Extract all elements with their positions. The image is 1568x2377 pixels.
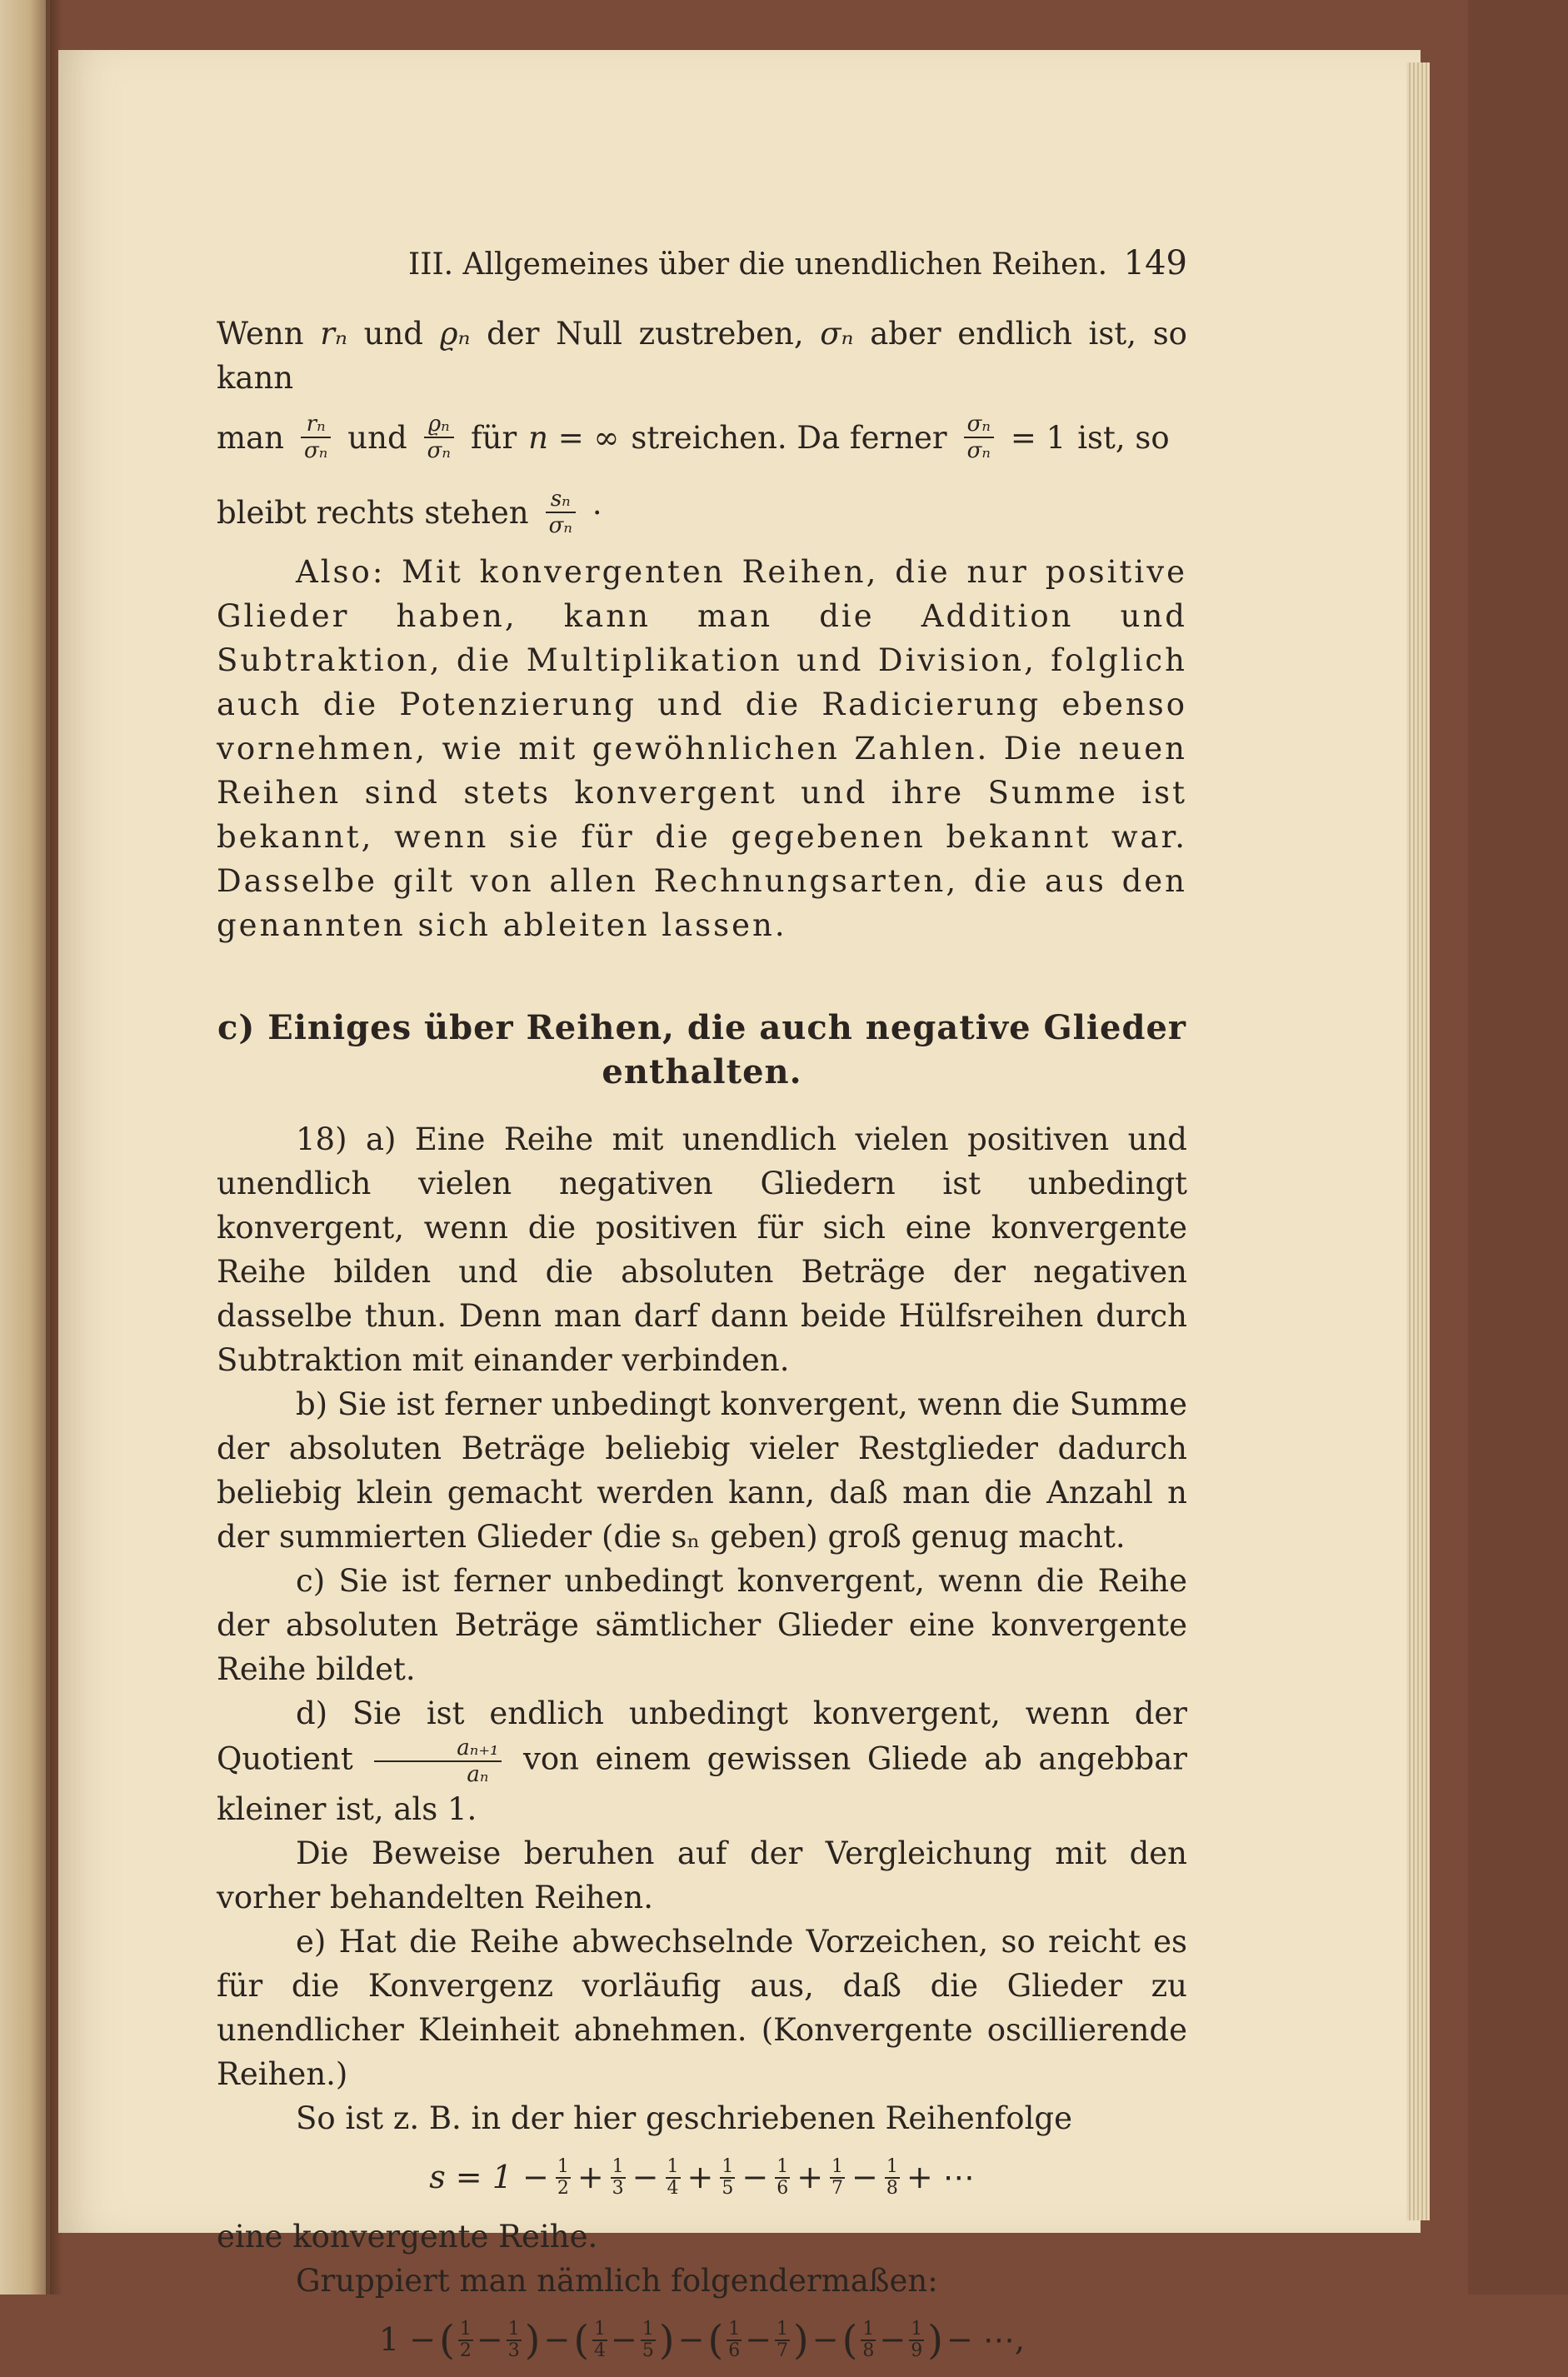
formula-series — [217, 2155, 1187, 2200]
text: der Null zustreben, — [487, 316, 804, 352]
formula-operator: − — [742, 2159, 769, 2195]
paragraph-beweise: Die Beweise beruhen auf der Vergleichung mit den vorher behandelten Reihen. — [217, 1835, 1187, 1915]
math-n-infinity: n = ∞ — [528, 419, 620, 456]
fraction-r-over-sigma: $\frac{\text{rₙ}}{\text{σₙ}}$ — [301, 412, 331, 463]
text: und — [363, 316, 423, 352]
formula-group-0: ( $\frac{1}{2}$ − $\frac{1}{3}$ ) — [439, 2316, 541, 2364]
formula-operator: + — [577, 2159, 604, 2195]
text: = 1 — [1010, 419, 1066, 456]
paragraph-18d — [217, 1691, 1187, 1831]
formula-grouped — [217, 2318, 1187, 2362]
text: und — [347, 419, 407, 456]
book-cover — [1468, 0, 1568, 2295]
para1-line3: bleibt rechts stehen $\frac{\text{sₙ}}{\text{σₙ}}$ · — [217, 487, 602, 538]
text: streichen. Da ferner — [631, 419, 947, 456]
paragraph-18e: e) Hat die Reihe abwechselnde Vorzeichen, so reicht es für die Konvergenz vorläufig aus, daß die Glieder zu unendlicher Kleinheit abnehmen. (Konvergente oscillierende Reihen.) — [217, 1924, 1187, 2092]
text: man — [217, 419, 284, 456]
formula-term-4: $\frac{1}{6}$ — [777, 2155, 789, 2199]
paragraph-18a: 18) a) Eine Reihe mit unendlich vielen positiven und unendlich vielen negativen Gliedern ist unbedingt konvergent, wenn die positiven für sich eine konvergente Reihe bilden und die absoluten Beträge der negativen dasselbe thun. Denn man darf dann beide Hülfsreihen durch Subtraktion mit einander verbinden. — [217, 1121, 1187, 1378]
text: von einem gewissen Gliede ab angebbar kleiner ist, als 1. — [217, 1740, 1187, 1827]
formula-operator: − — [543, 2321, 571, 2358]
formula-term-0: $\frac{1}{2}$ — [557, 2155, 569, 2199]
fraction-rho-over-sigma: $\frac{\text{ϱₙ}}{\text{σₙ}}$ — [424, 412, 454, 463]
formula-operator: − — [632, 2159, 659, 2195]
formula-lead: 1 − — [379, 2321, 437, 2358]
paragraph-18b: b) Sie ist ferner unbedingt konvergent, wenn die Summe der absoluten Beträge beliebig vieler Restglieder dadurch beliebig klein gemacht werden kann, daß man die Anzahl n der summierten Glieder (die sₙ geben) groß genug macht. — [217, 1386, 1187, 1555]
formula-operator: − ⋯, — [946, 2321, 1025, 2358]
text: bleibt rechts stehen — [217, 494, 529, 531]
left-page-edge — [0, 0, 50, 2295]
para1-line1 — [217, 312, 1187, 400]
fraction-s-over-sigma: $\frac{\text{sₙ}}{\text{σₙ}}$ — [546, 487, 576, 538]
page-edges — [1406, 62, 1430, 2220]
formula-term-3: $\frac{1}{5}$ — [722, 2155, 734, 2199]
math-r-n: rₙ — [320, 316, 347, 352]
formula-operator: − — [851, 2159, 878, 2195]
math-rho-n: ϱₙ — [439, 316, 471, 352]
fraction-sigma-over-sigma: $\frac{\text{σₙ}}{\text{σₙ}}$ — [964, 412, 994, 463]
formula-term-1: $\frac{1}{3}$ — [612, 2155, 624, 2199]
formula-lhs: s = 1 − — [429, 2159, 549, 2195]
formula-term-5: $\frac{1}{7}$ — [831, 2155, 844, 2199]
text: ist, so — [1077, 419, 1170, 456]
page-number: 149 — [1123, 244, 1187, 282]
formula-operator: + ⋯ — [906, 2159, 975, 2195]
formula-group-3: ( $\frac{1}{8}$ − $\frac{1}{9}$ ) — [841, 2316, 943, 2364]
math-sigma-n: σₙ — [820, 316, 854, 352]
paragraph-also: Also: Mit konvergenten Reihen, die nur positive Glieder haben, kann man die Addition und Subtraktion, die Multiplikation und Division, folglich auch die Potenzierung und die Radicierung ebenso vornehmen, wie mit gewöhnlichen Zahlen. Die neuen Reihen sind stets konvergent und ihre Summe ist bekannt, wenn sie für die gegebenen bekannt war. Dasselbe gilt von allen Rechnungsarten, die aus den genannten sich ableiten lassen. — [217, 554, 1187, 943]
paragraph-so: So ist z. B. in der hier geschriebenen Reihenfolge — [296, 2100, 1072, 2136]
formula-group-2: ( $\frac{1}{6}$ − $\frac{1}{7}$ ) — [707, 2316, 809, 2364]
formula-operator: − — [677, 2321, 705, 2358]
text: d) Sie ist endlich unbedingt konvergent, wenn der Quotient — [217, 1695, 1187, 1777]
page-content — [217, 242, 1187, 2377]
text: für — [470, 419, 517, 456]
formula-operator: + — [796, 2159, 824, 2195]
formula-term-2: $\frac{1}{4}$ — [667, 2155, 679, 2199]
paragraph-eine: eine konvergente Reihe. — [217, 2219, 598, 2255]
fraction-quotient: $\frac{\text{aₙ₊₁}}{\text{aₙ}}$ — [374, 1735, 502, 1787]
formula-group-1: ( $\frac{1}{4}$ − $\frac{1}{5}$ ) — [573, 2316, 675, 2364]
paragraph-gruppiert: Gruppiert man nämlich folgendermaßen: — [296, 2263, 938, 2299]
section-heading: c) Einiges über Reihen, die auch negative Glieder enthalten. — [217, 1008, 1186, 1091]
text: aber endlich ist, so kann — [217, 316, 1187, 396]
running-header — [217, 242, 1187, 287]
formula-operator: − — [811, 2321, 839, 2358]
paragraph-18c: c) Sie ist ferner unbedingt konvergent, wenn die Reihe der absoluten Beträge sämtlicher Glieder eine konvergente Reihe bildet. — [217, 1563, 1187, 1687]
formula-term-6: $\frac{1}{8}$ — [886, 2155, 898, 2199]
formula-operator: + — [687, 2159, 714, 2195]
text: Wenn — [217, 316, 304, 352]
running-title: III. Allgemeines über die unendlichen Reihen. — [408, 247, 1108, 282]
para1-line2 — [217, 400, 1187, 475]
